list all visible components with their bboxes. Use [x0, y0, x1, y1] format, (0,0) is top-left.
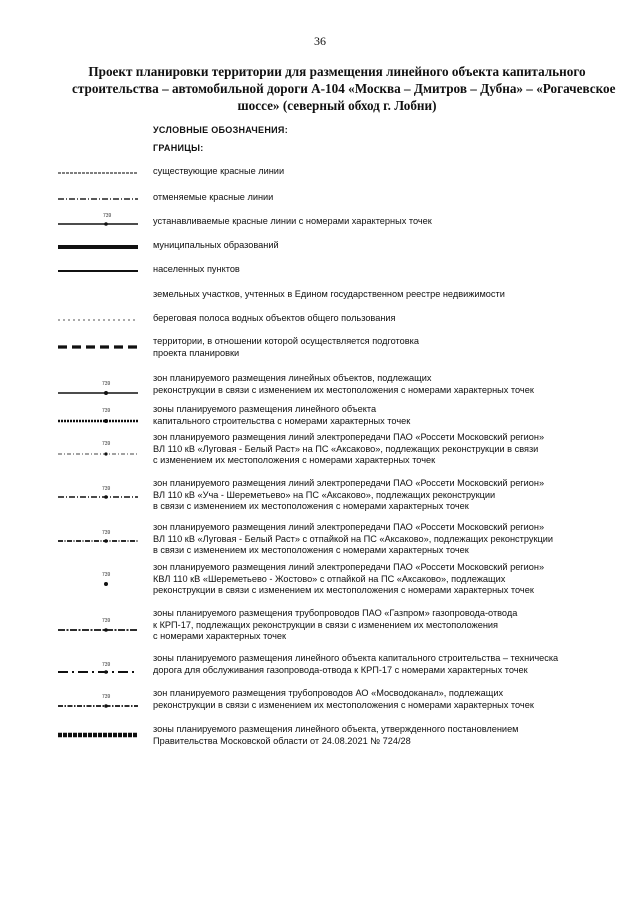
power-line-ucha-symbol	[58, 478, 138, 508]
legend-text: зон планируемого размещения трубопроводов АО «Мосводоканал», подлежащих реконструкции в связи с изменением их местоположения с номерами характерных точек	[153, 688, 534, 710]
title-line: строительства – автомобильной дороги А-104 «Москва – Дмитров – Дубна» – «Рогачевское	[72, 81, 616, 96]
technical-road-symbol	[58, 653, 138, 683]
legend-text: зон планируемого размещения линий электропередачи ПАО «Россети Московский регион» ВЛ 110 кВ «Уча - Шереметьево» на ПС «Аксаково», подлежащих реконструкции в связи с изменением их местоположения с номерами характерных точек	[153, 478, 545, 512]
legend-text: зоны планируемого размещения линейного объекта капитального строительства – техническа дорога для обслуживания газопровода-отвода к КРП-17 с номерами характерных точек	[153, 653, 559, 675]
point-number: 739	[103, 213, 112, 219]
settlement-boundary-symbol	[58, 264, 138, 294]
legend-text: земельных участков, учтенных в Едином государственном реестре недвижимости	[153, 289, 505, 299]
legend-text: береговая полоса водных объектов общего пользования	[153, 313, 396, 323]
legend-text: существующие красные линии	[153, 166, 285, 176]
legend-text: зоны планируемого размещения линейного объекта, утвержденного постановлением Правительства Московской области от 24.08.2021 № 724/28	[153, 724, 519, 746]
document-title	[72, 63, 616, 114]
power-line-lugovaya-symbol	[58, 432, 138, 462]
point-number: 739	[102, 486, 111, 492]
gazprom-pipeline-symbol	[58, 608, 138, 638]
page-number: 36	[314, 34, 326, 48]
new-red-line-symbol	[58, 213, 138, 243]
title-line: Проект планировки территории для размещения линейного объекта капитального	[88, 64, 586, 79]
power-line-lugovaya-branch-symbol	[58, 522, 138, 552]
planning-territory-symbol	[58, 340, 138, 370]
legend-text: населенных пунктов	[153, 264, 240, 274]
boundaries-heading: ГРАНИЦЫ:	[153, 143, 204, 153]
title-line: шоссе» (северный обход г. Лобни)	[237, 98, 437, 113]
legend-text: зон планируемого размещения линейных объектов, подлежащих реконструкции в связи с изменением их местоположения с номерами характерных точек	[153, 373, 534, 395]
legend-text: зон планируемого размещения линий электропередачи ПАО «Россети Московский регион» КВЛ 110 кВ «Шереметьево - Жостово» с отпайкой на ПС «Аксаково», подлежащих реконструкции в связи с изменением их местоположения с номерами характерных точек	[153, 562, 545, 596]
point-number: 739	[102, 441, 111, 447]
legend-text: устанавливаемые красные линии с номерами характерных точек	[153, 216, 432, 226]
approved-object-symbol	[58, 724, 138, 754]
point-number: 739	[102, 408, 111, 414]
legend-heading: УСЛОВНЫЕ ОБОЗНАЧЕНИЯ:	[153, 125, 288, 135]
legend-text: муниципальных образований	[153, 240, 279, 250]
legend-text: отменяемые красные линии	[153, 192, 274, 202]
cable-line-sheremetyevo-symbol	[58, 562, 138, 592]
legend-text: территории, в отношении которой осуществляется подготовка проекта планировки	[153, 336, 419, 358]
mosvodokanal-pipeline-symbol	[58, 688, 138, 718]
legend-text: зон планируемого размещения линий электропередачи ПАО «Россети Московский регион» ВЛ 110 кВ «Луговая - Белый Раст» на ПС «Аксаково», подлежащих реконструкции в связи с изменением их местоположения с номерами характерных точек	[153, 432, 545, 466]
legend-text: зоны планируемого размещения трубопроводов ПАО «Газпром» газопровода-отвода к КРП-17, подлежащих реконструкции в связи с изменением их местоположения с номерами характерных точек	[153, 608, 518, 642]
point-number: 739	[102, 572, 111, 578]
shore-strip-symbol	[58, 313, 138, 343]
legend-text: зон планируемого размещения линий электропередачи ПАО «Россети Московский регион» ВЛ 110 кВ «Луговая - Белый Раст» с отпайкой на ПС «Аксаково», подлежащих реконструкции в связи с изменением их местоположения с номерами характерных точек	[153, 522, 554, 556]
reconstruction-zone-symbol	[58, 373, 138, 403]
point-number: 739	[102, 530, 111, 536]
point-number: 739	[102, 662, 111, 668]
legend-text: зоны планируемого размещения линейного объекта капитального строительства с номерами характерных точек	[153, 404, 411, 426]
point-number: 739	[102, 694, 111, 700]
point-number: 739	[102, 381, 111, 387]
capital-construction-zone-symbol	[58, 404, 138, 434]
point-number: 739	[102, 618, 111, 624]
